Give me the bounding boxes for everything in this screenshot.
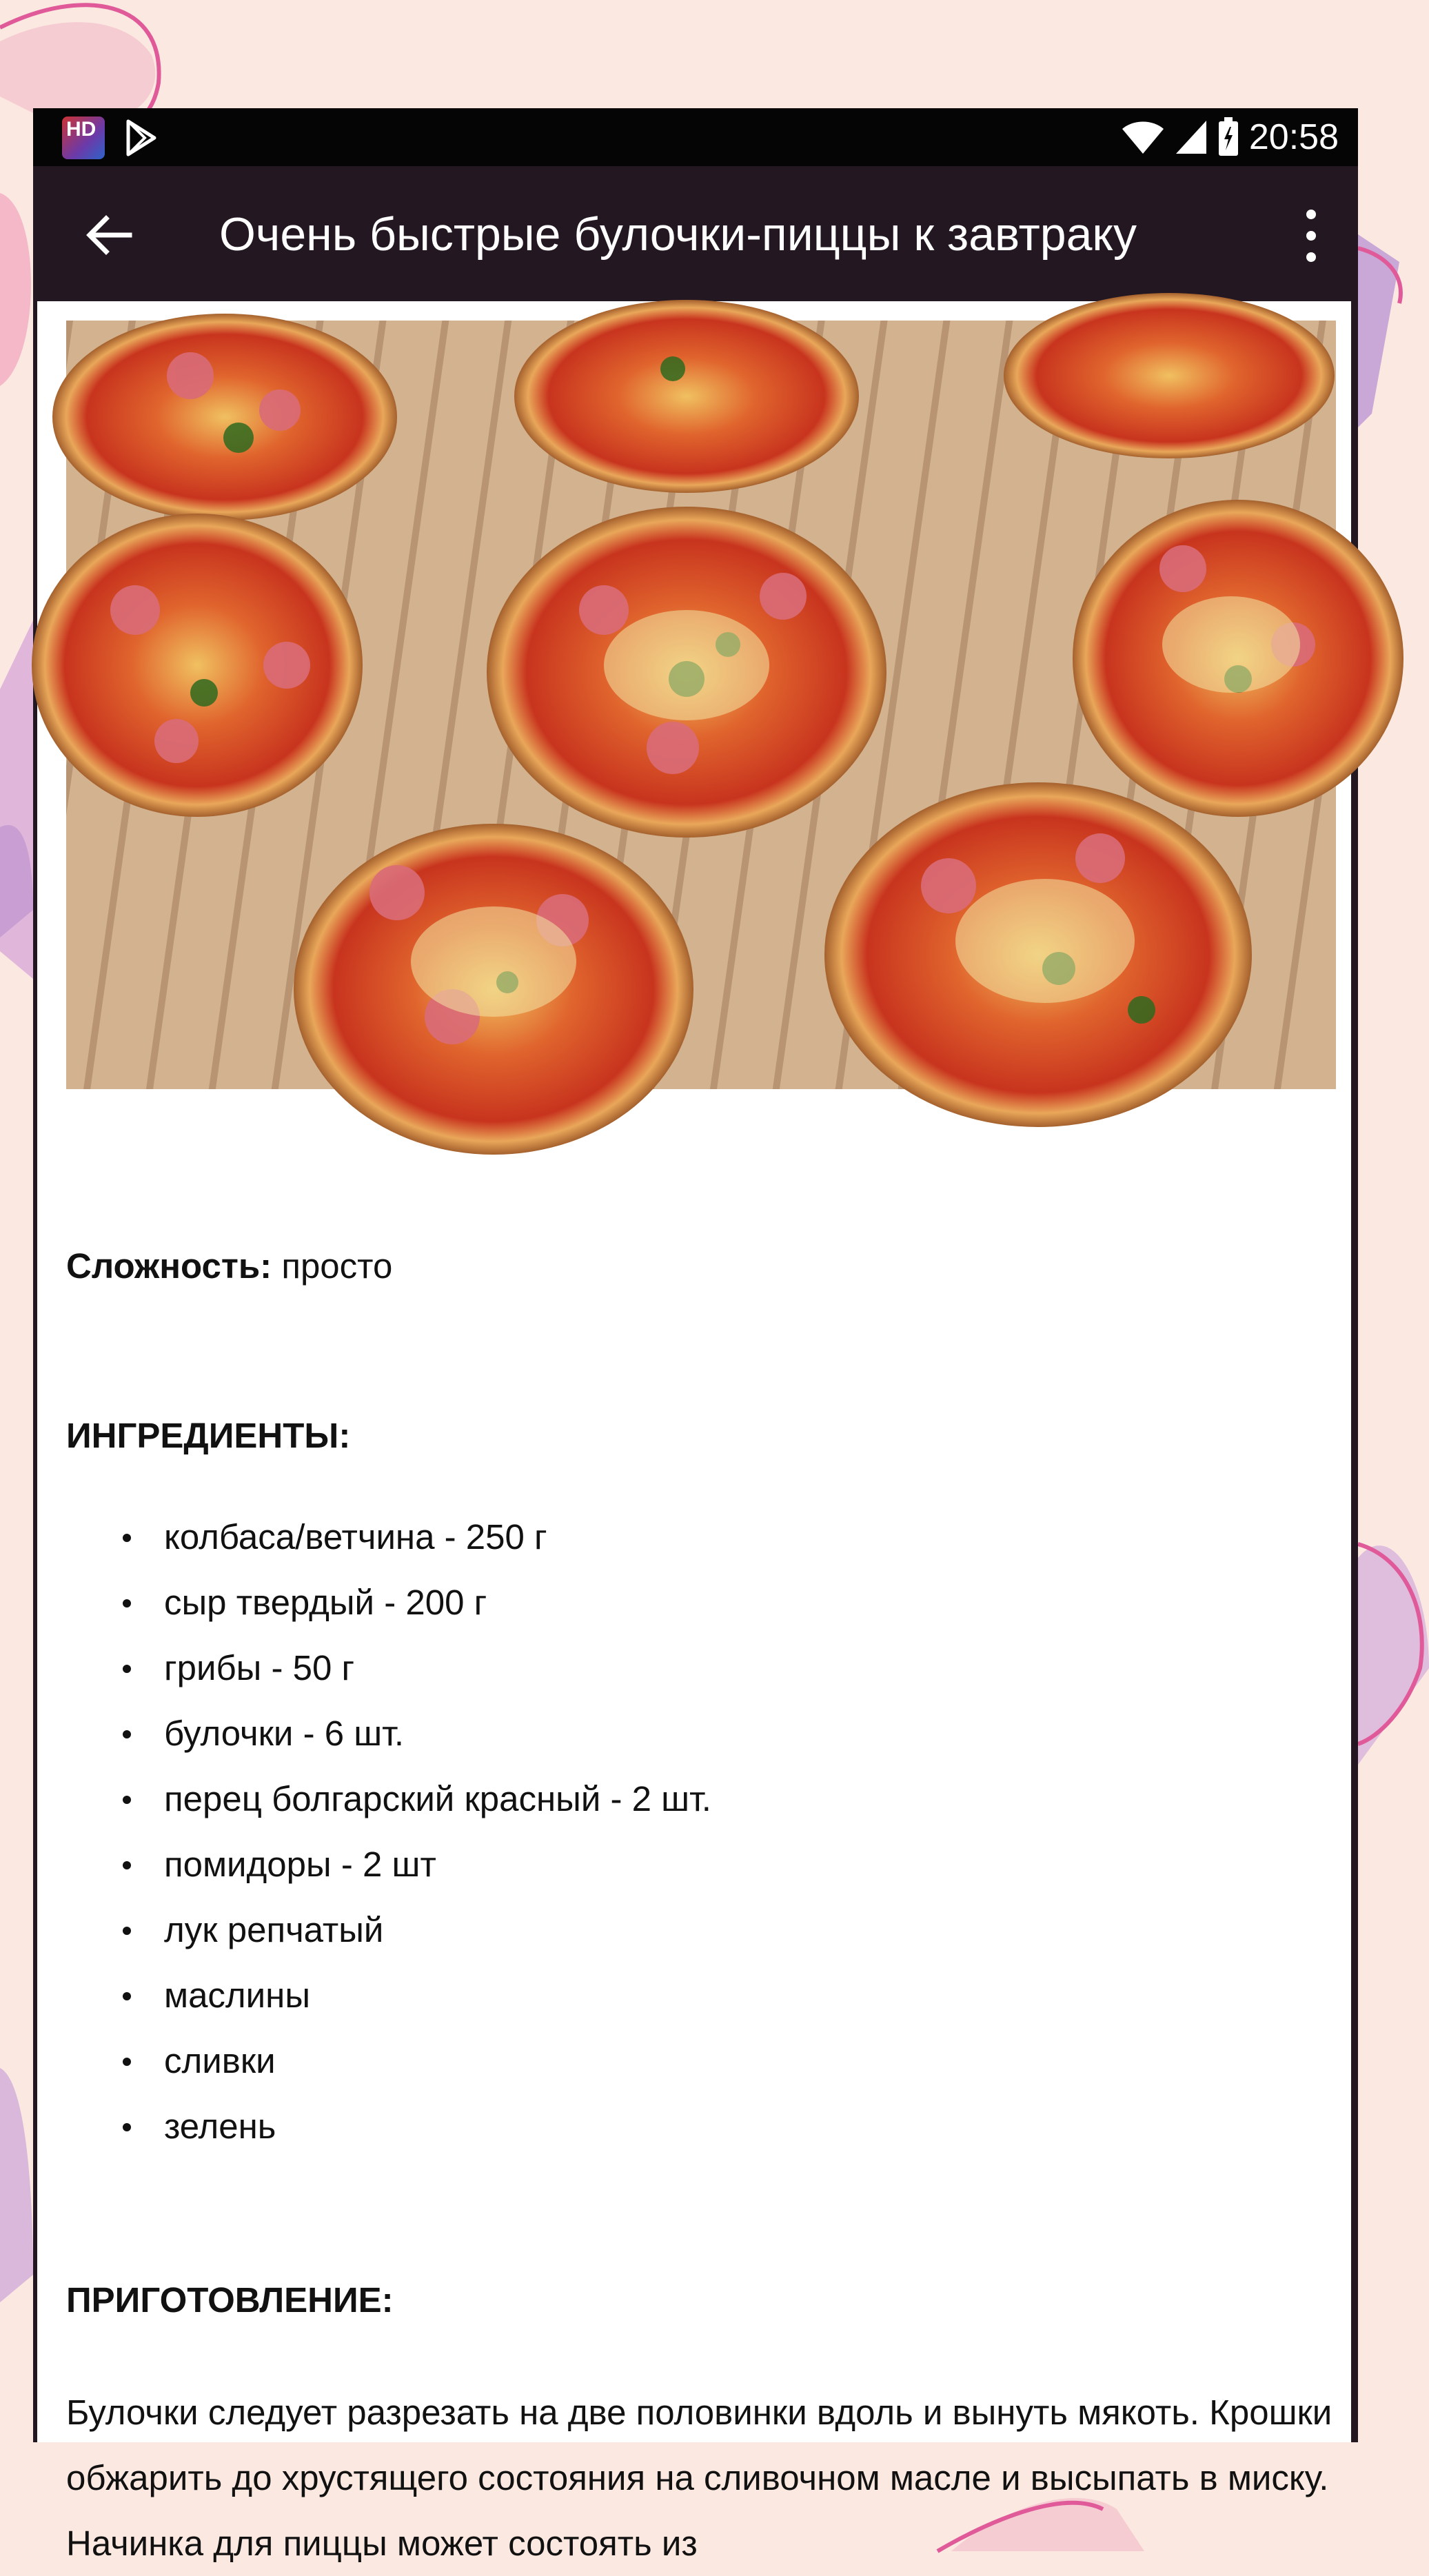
list-item: лук репчатый — [66, 1897, 711, 1963]
hd-tv-app-icon: HD — [62, 116, 105, 159]
status-time: 20:58 — [1248, 117, 1339, 157]
list-item: булочки - 6 шт. — [66, 1701, 711, 1766]
phone-screen — [33, 108, 1358, 2563]
list-item: сливки — [66, 2028, 711, 2093]
app-bar — [33, 166, 1358, 301]
difficulty-line — [66, 1246, 392, 1286]
ingredients-list — [66, 1504, 711, 2159]
page-title: Очень быстрые булочки-пиццы к завтраку — [219, 208, 1137, 261]
ingredients-heading: ИНГРЕДИЕНТЫ: — [66, 1416, 351, 1455]
status-bar-left — [62, 116, 159, 159]
preparation-heading: ПРИГОТОВЛЕНИЕ: — [66, 2280, 394, 2320]
status-bar — [33, 108, 1358, 166]
play-store-icon — [124, 119, 159, 157]
list-item: сыр твердый - 200 г — [66, 1570, 711, 1635]
list-item: маслины — [66, 1963, 711, 2028]
recipe-photo — [66, 321, 1336, 1089]
list-item: перец болгарский красный - 2 шт. — [66, 1766, 711, 1832]
list-item: колбаса/ветчина - 250 г — [66, 1504, 711, 1570]
recipe-content — [37, 301, 1351, 2563]
preparation-text: Булочки следует разрезать на две половинки вдоль и вынуть мякоть. Крошки обжарить до хрустящего состояния на сливочном масле и высыпать в миску. Начинка для пиццы может состоять из — [66, 2393, 1332, 2563]
battery-icon — [1217, 117, 1239, 157]
arrow-back-icon[interactable] — [81, 207, 136, 263]
list-item: грибы - 50 г — [66, 1635, 711, 1701]
list-item: зелень — [66, 2093, 711, 2159]
status-bar-right — [1121, 108, 1339, 166]
difficulty-value: просто — [281, 1246, 393, 1286]
list-item: помидоры - 2 шт — [66, 1832, 711, 1897]
difficulty-label: Сложность: — [66, 1246, 272, 1286]
signal-icon — [1175, 119, 1208, 155]
more-vert-icon[interactable] — [1297, 205, 1325, 267]
wifi-icon — [1121, 119, 1165, 155]
